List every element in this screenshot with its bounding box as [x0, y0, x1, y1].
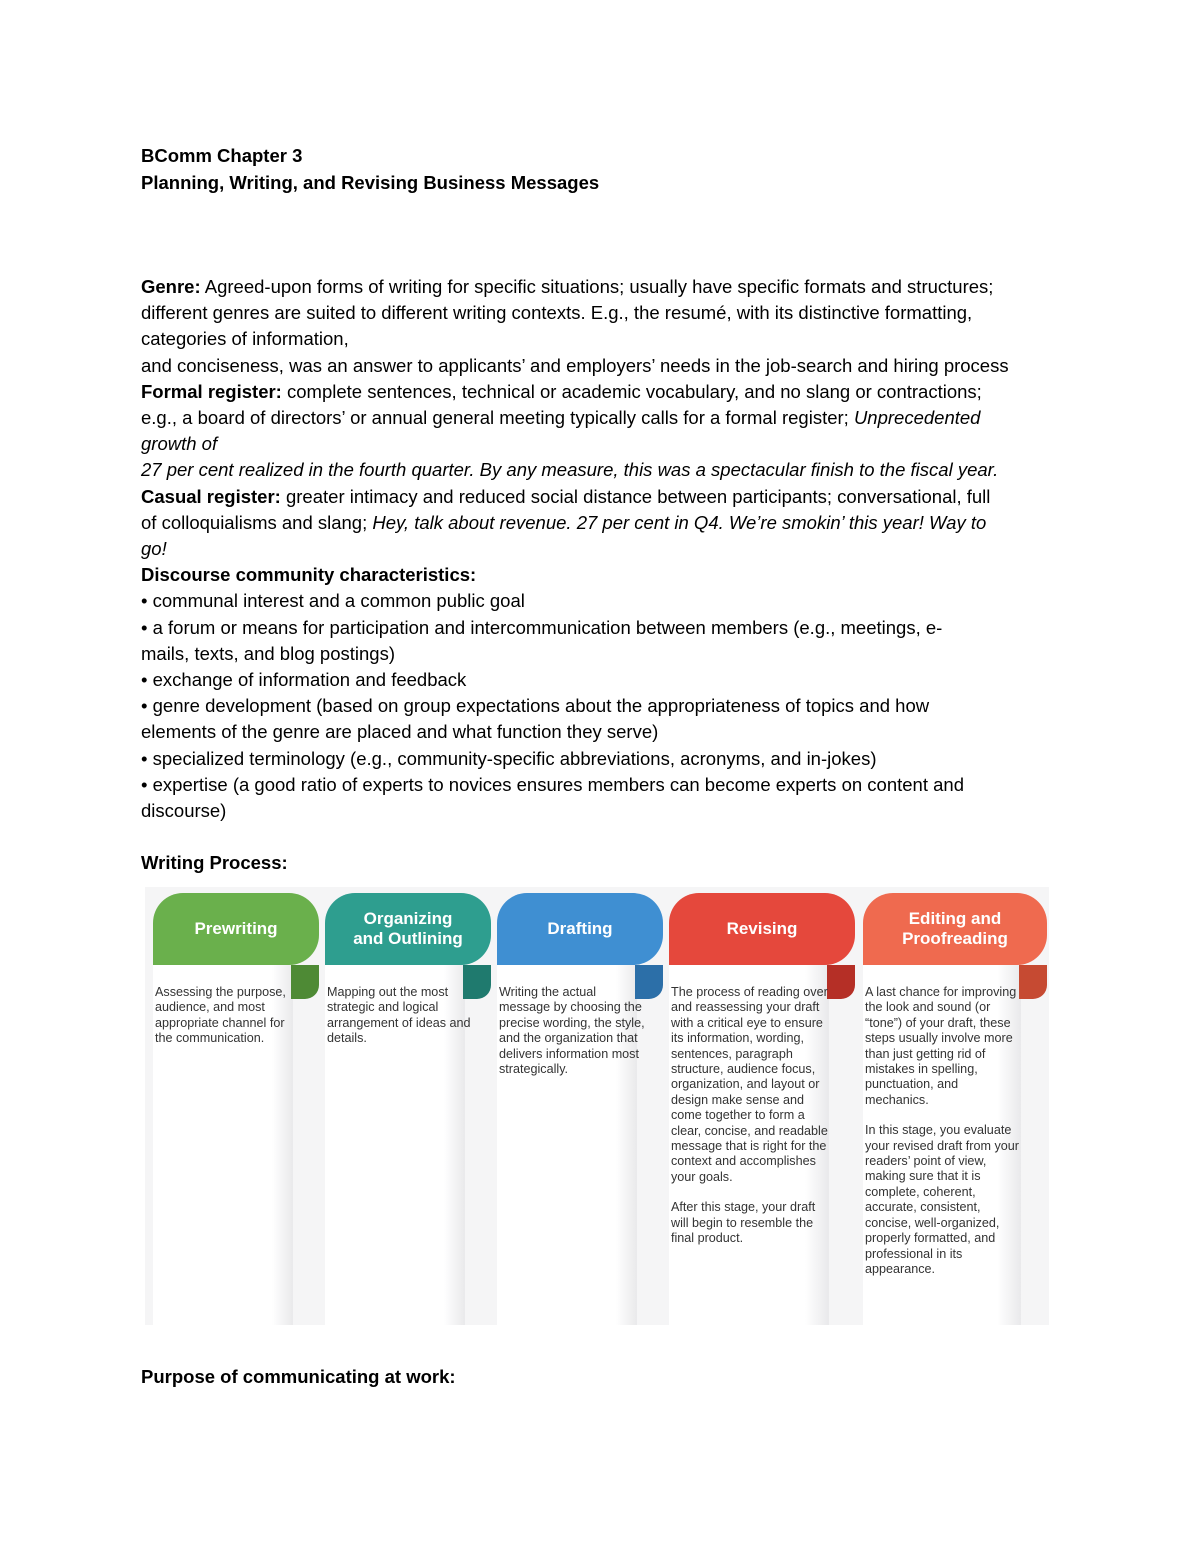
- genre-text-1: Agreed-upon forms of writing for specific situations; usually have specific formats and structures;: [200, 276, 994, 297]
- discourse-heading: Discourse community characteristics:: [141, 564, 477, 586]
- discourse-item: discourse): [141, 800, 227, 822]
- stage-paragraph: A last chance for improving the look and sound (or “tone”) of your draft, these steps usually involve more than just getting rid of mistakes in spelling, punctuation, and mechanics.: [865, 985, 1017, 1107]
- casual-text-1: greater intimacy and reduced social distance between participants; conversational, full: [280, 485, 991, 507]
- formal-example-1: Unprecedented: [853, 407, 981, 429]
- stage-title: Organizing and Outlining: [325, 893, 491, 965]
- writing-process-heading: Writing Process:: [141, 852, 288, 874]
- stage-title: Prewriting: [153, 893, 319, 965]
- stage-description: [499, 985, 649, 1077]
- stage-title: Editing and Proofreading: [863, 893, 1047, 965]
- formal-label: Formal register:: [141, 380, 282, 402]
- genre-label: Genre:: [141, 276, 201, 297]
- process-stage: [497, 893, 673, 1325]
- discourse-item: mails, texts, and blog postings): [141, 642, 395, 664]
- discourse-item: • exchange of information and feedback: [141, 669, 467, 691]
- discourse-item: • genre development (based on group expectations about the appropriateness of topics and how: [141, 695, 930, 717]
- stage-description: [671, 985, 831, 1247]
- stage-fold: [827, 965, 855, 999]
- chapter-subtitle: Planning, Writing, and Revising Business Messages: [141, 172, 600, 193]
- casual-line-1: [141, 484, 1061, 510]
- casual-example-1: Hey, talk about revenue. 27 per cent in Q4. We’re smokin’ this year! Way to: [372, 511, 987, 533]
- stage-title: Drafting: [497, 893, 663, 965]
- genre-line-3: categories of information,: [141, 328, 349, 350]
- discourse-item: • a forum or means for participation and intercommunication between members (e.g., meetings, e-: [141, 616, 943, 638]
- document-body: [141, 142, 1061, 876]
- discourse-item: • communal interest and a common public goal: [141, 590, 525, 612]
- genre-line-2: different genres are suited to different writing contexts. E.g., the resumé, with its distinctive formatting,: [141, 302, 973, 324]
- formal-line-2: [141, 405, 1061, 431]
- casual-text-2: of colloquialisms and slang;: [141, 511, 373, 533]
- formal-text-2: e.g., a board of directors’ or annual general meeting typically calls for a formal register;: [141, 407, 854, 429]
- process-stage: [153, 893, 329, 1325]
- genre-line-4: and conciseness, was an answer to applicants’ and employers’ needs in the job-search and hiring process: [141, 354, 1009, 376]
- stage-paragraph: After this stage, your draft will begin to resemble the final product.: [671, 1200, 816, 1246]
- discourse-item: • specialized terminology (e.g., community-specific abbreviations, acronyms, and in-jokes): [141, 747, 877, 769]
- process-stage: [325, 893, 501, 1325]
- casual-line-2: [141, 510, 1061, 536]
- discourse-item: • expertise (a good ratio of experts to novices ensures members can become experts on content and: [141, 773, 964, 795]
- genre-line-1: [141, 274, 1061, 300]
- chapter-title: BComm Chapter 3: [141, 145, 303, 166]
- purpose-heading: Purpose of communicating at work:: [141, 1366, 456, 1387]
- writing-process-figure: [145, 887, 1049, 1325]
- stage-description: [327, 985, 477, 1047]
- formal-line-1: [141, 379, 1061, 405]
- stage-paragraph: Assessing the purpose, audience, and most appropriate channel for the communication.: [155, 985, 286, 1046]
- stage-title: Revising: [669, 893, 855, 965]
- stage-description: [155, 985, 305, 1047]
- stage-paragraph: In this stage, you evaluate your revised draft from your readers’ point of view, making sure that it is complete, coherent, accurate, consistent, concise, well-organized, properly formatted, and professional in its appearance.: [865, 1123, 1019, 1276]
- discourse-item: elements of the genre are placed and what function they serve): [141, 721, 659, 743]
- stage-paragraph: Writing the actual message by choosing the precise wording, the style, and the organization that delivers information most strategically.: [499, 985, 645, 1077]
- casual-example-2: go!: [141, 538, 167, 560]
- process-stage: [669, 893, 865, 1325]
- stage-paragraph: Mapping out the most strategic and logical arrangement of ideas and details.: [327, 985, 471, 1046]
- formal-example-3: 27 per cent realized in the fourth quarter. By any measure, this was a spectacular finish to the fiscal year.: [141, 459, 999, 481]
- casual-label: Casual register:: [141, 485, 281, 507]
- process-stage: [863, 893, 1057, 1325]
- stage-description: [865, 985, 1025, 1277]
- stage-paragraph: The process of reading over and reassessing your draft with a critical eye to ensure its information, wording, sentences, paragraph structure, audience focus, organization, and layout or design make sense and come together to form a clear, concise, and readable message that is right for the context and accomplishes your goals.: [671, 985, 828, 1184]
- formal-example-2: growth of: [141, 433, 218, 455]
- formal-text-1: complete sentences, technical or academic vocabulary, and no slang or contractions;: [281, 380, 982, 402]
